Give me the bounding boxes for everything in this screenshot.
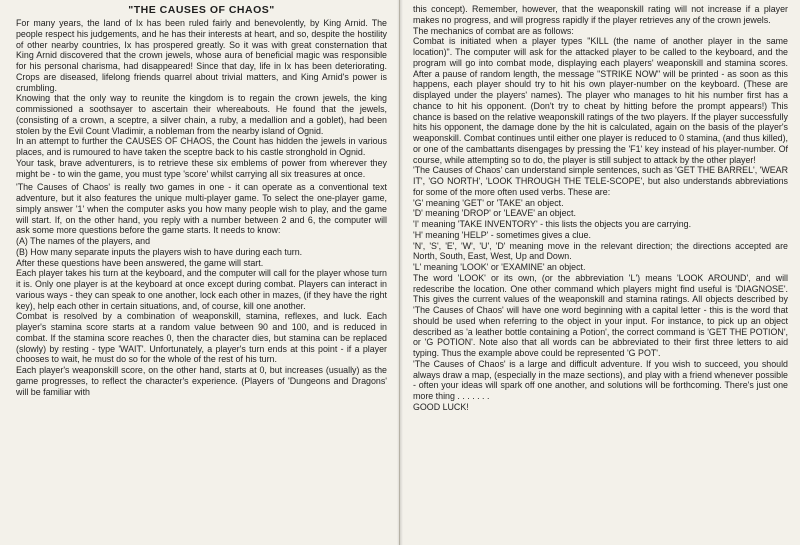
paragraph: The mechanics of combat are as follows:: [413, 25, 574, 36]
paragraph: 'L' meaning 'LOOK' or 'EXAMINE' an object.: [413, 262, 586, 272]
paragraph: 'The Causes of Chaos' is a large and difficult adventure. If you wish to succeed, you should always draw a map, (especially in the maze sections), and play with a friend whenever possible - often your ideas will spark off one another, and solutions will be forthcoming. There's just one more thing . . . . . . .: [413, 358, 788, 401]
paragraph: 'H' meaning 'HELP' - sometimes gives a clue.: [413, 229, 591, 240]
paragraph: The word 'LOOK' or its own, (or the abbreviation 'L') means 'LOOK AROUND', and will redescribe the location. One other command which players might find useful is 'DIAGNOSE'. This gives the current values of the weaponskill and stamina ratings. All objects described by 'The Causes of Chaos' will have one word beginning with a capital letter - this is the word that should be used when referring to the object in your input. For instance, to pick up an object described as 'a leather bottle containing a Potion', the correct command is 'GET THE POTION', or 'G POTION'. Note also that all words can be abbreviated to their first three letters to aid typing. Thus the example above could be represented 'G POT'.: [413, 272, 788, 358]
paragraph: Combat is initiated when a player types "KILL (the name of another player in the same location)". The computer will ask for the attacked player to be called to the keyboard, and the program will go into combat mode, displaying each players' weaponskill and stamina scores. After a pause of random length, the message "STRIKE NOW" will be printed - as soon as this happens, each player should try to hit his own player-number on the keyboard. (These are displayed under the players' names). The player who manages to hit his number first has a chance to hit his opponent. (Don't try to cheat by hitting before the prompt appears!) This chance is based on the relative weaponskill ratings of the two players. If the player successfully hits his opponent, the damage done by the hit is calculated, again on the basis of the player's weaponskill. Combat continues until either one player is reduced to 0 stamina, (and thus killed), or one of the cambattants disengages by pressing the 'F1' key instead of his player-number. Of course, while attempting so to do, the player is still subject to attack by the other player!: [413, 36, 788, 165]
right-page: [400, 0, 800, 545]
paragraph: 'D' meaning 'DROP' or 'LEAVE' an object.: [413, 208, 576, 219]
paragraph: After these questions have been answered, the game will start.: [16, 257, 264, 268]
paragraph: (A) The names of the players, and: [16, 236, 151, 246]
paragraph: Each player's weaponskill score, on the other hand, starts at 0, but increases (usually) as the game progresses, to reflect the character's experience. (Players of 'Dungeons and Dragons' will be familiar with: [16, 365, 387, 397]
paragraph: (B) How many separate inputs the players wish to have during each turn.: [16, 246, 303, 257]
paragraph: 'The Causes of Chaos' is really two games in one - it can operate as a conventional text adventure, but it also features the unique multi-player game. To select the one-player game, simply answer '1' when the computer asks you how many people wish to play, and the game will start. If, on the other hand, you reply with a number between 2 and 6, the computer will ask some more questions before the game starts. It needs to know:: [16, 182, 387, 236]
paragraph: Each player takes his turn at the keyboard, and the computer will call for the player whose turn it is. Only one player is at the keyboard at once except during combat. Players can interact in various ways - they can speak to one another, lock each other in mazes, (if they have the right key), help each other in certain situations, and, of course, kill one another.: [16, 268, 387, 311]
paragraph: In an attempt to further the CAUSES OF CHAOS, the Count has hidden the jewels in various places, and is rumoured to have taken the sceptre back to his castle stronghold in Ognid.: [16, 136, 387, 157]
paragraph: Combat is resolved by a combination of weaponskill, stamina, reflexes, and luck. Each player's stamina score starts at a random value between 90 and 100, and is reduced in combat. If the stamina score reaches 0, then the character dies, but stamina can be replaced (slowly) by resting - type 'WAIT'. Unfortunately, a player's turn ends at this point - if a player chooses to wait, he must do so for the whole of the rest of his turn.: [16, 311, 387, 365]
page-gutter: [397, 0, 403, 545]
paragraph: this concept). Remember, however, that the weaponskill rating will not increase if a player makes no progress, and will progress rapidly if the player retrieves any of the crown jewels.: [413, 4, 788, 25]
paragraph: Your task, brave adventurers, is to retrieve these six emblems of power from wherever they might be - to win the game, you must type 'score' whilst carrying all six treasures at once.: [16, 157, 387, 179]
paragraph: For many years, the land of Ix has been ruled fairly and benevolently, by King Arnid. The people respect his judgements, and he has their interests at heart, and so, despite the hostility of other nearby countries, Ix has prospered greatly. So it was with great consternation that King Arnid discovered that the crown jewels, whose aura of beneficial magic was responsible for his personal charisma, had disappeared! Since that day, life in Ix has been deteriorating. Crops are diseased, lifelong friends quarrel about trivial matters, and King Arnid's power is crumbling.: [16, 18, 387, 93]
paragraph: GOOD LUCK!: [413, 401, 469, 412]
page-title: "THE CAUSES OF CHAOS": [128, 4, 275, 16]
paragraph: 'I' meaning 'TAKE INVENTORY' - this lists the objects you are carrying.: [413, 219, 692, 229]
paragraph: 'N', 'S', 'E', 'W', 'U', 'D' meaning move in the relevant direction; the directions accepted are North, South, East, West, Up and Down.: [413, 240, 788, 262]
paragraph: 'G' meaning 'GET' or 'TAKE' an object.: [413, 197, 564, 208]
paragraph: Knowing that the only way to reunite the kingdom is to regain the crown jewels, the king commissioned a soothsayer to ascertain their whereabouts. He found that the jewels, (consisting of a crown, a sceptre, a silver chain, a ruby, a medallion and a goblet), had been stolen by the Evil Count Vladimir, a nobleman from the nearby island of Ognid.: [16, 93, 387, 136]
paragraph: 'The Causes of Chaos' can understand simple sentences, such as 'GET THE BARREL', 'WEAR IT', 'GO NORTH', 'LOOK THROUGH THE TELE-SCOPE', but also understands abbreviations for some of the more often used verbs. These are:: [413, 165, 788, 197]
